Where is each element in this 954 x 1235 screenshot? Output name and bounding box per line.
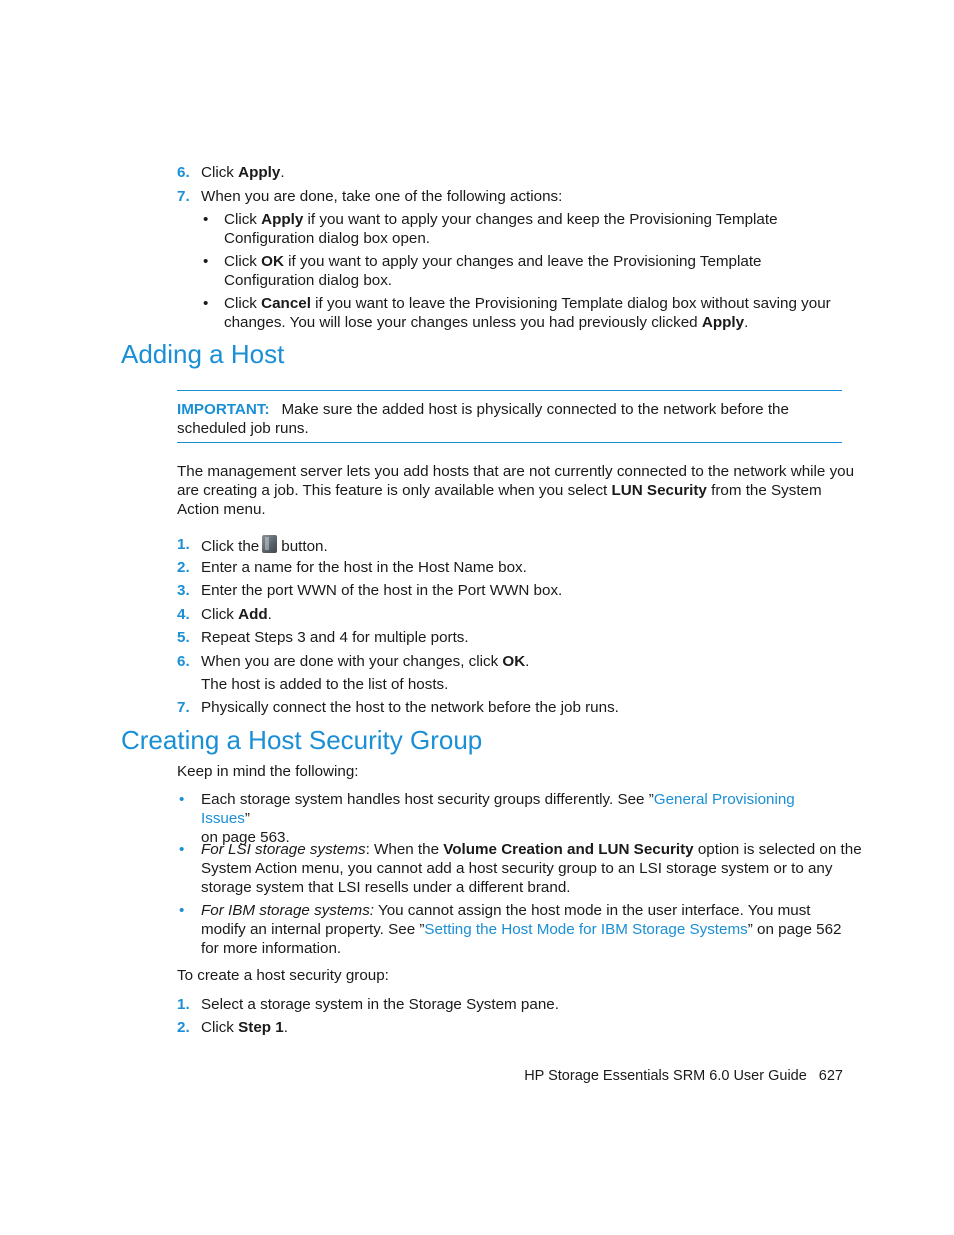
bullet-text: Click Cancel if you want to leave the Provisioning Template dialog box without saving your changes. You will lose your changes unless you had previously clicked Apply. (224, 295, 831, 331)
step-number: 5. (177, 629, 190, 646)
step-number: 6. (177, 653, 190, 670)
step-text: Physically connect the host to the network before the job runs. (201, 699, 619, 716)
step-number: 7. (177, 188, 190, 205)
step-number: 2. (177, 1019, 190, 1036)
step-text: Enter a name for the host in the Host Name box. (201, 559, 527, 576)
page-number: 627 (818, 1068, 843, 1084)
step-text: Click Step 1. (201, 1019, 288, 1036)
bullet-text: Click OK if you want to apply your changes and leave the Provisioning Template Configuration dialog box. (224, 253, 762, 289)
bullet: • (179, 841, 185, 858)
step-number: 4. (177, 606, 190, 623)
step-result: The host is added to the list of hosts. (201, 676, 449, 693)
keep-in-mind: Keep in mind the following: (177, 763, 359, 780)
intro-paragraph: The management server lets you add hosts that are not currently connected to the network while you are creating a job. This feature is only available when you select LUN Security from the System Action menu. (177, 463, 855, 518)
step-text: Click Apply. (201, 164, 285, 181)
step-text: Click the button. (201, 535, 841, 556)
bullet-text: For LSI storage systems: When the Volume Creation and LUN Security option is selected on the System Action menu, you cannot add a host security group to an LSI storage system or to any storage system that LSI resells under a different brand. (201, 841, 862, 896)
link-setting-host-mode-ibm[interactable]: Setting the Host Mode for IBM Storage Systems (424, 921, 748, 938)
step-text: Enter the port WWN of the host in the Port WWN box. (201, 582, 563, 599)
step-number: 6. (177, 164, 190, 181)
bullet: • (179, 791, 185, 808)
important-note: IMPORTANT: Make sure the added host is physically connected to the network before the scheduled job runs. (177, 401, 789, 437)
step-number: 1. (177, 536, 190, 553)
step-text: Click Add. (201, 606, 272, 623)
host-button-icon (262, 535, 277, 553)
step-text: Repeat Steps 3 and 4 for multiple ports. (201, 629, 469, 646)
link-general-provisioning-issues[interactable]: General Provisioning Issues (201, 791, 795, 827)
divider (177, 442, 842, 443)
step-text: Select a storage system in the Storage System pane. (201, 996, 559, 1013)
step-text: When you are done with your changes, click OK. (201, 653, 530, 670)
bullet: • (179, 902, 185, 919)
divider (177, 390, 842, 391)
step-number: 2. (177, 559, 190, 576)
bullet-text: Each storage system handles host security groups differently. See ”General Provisioning Issues” on page 563. (201, 791, 795, 846)
bullet-text: For IBM storage systems: You cannot assign the host mode in the user interface. You must modify an internal property. See ”Setting the Host Mode for IBM Storage Systems” on page 562 for more information. (201, 902, 842, 957)
bullet: • (203, 253, 209, 270)
bullet: • (203, 211, 209, 228)
section-heading-creating-host-security-group: Creating a Host Security Group (121, 725, 483, 755)
bullet: • (203, 295, 209, 312)
to-create-intro: To create a host security group: (177, 967, 389, 984)
step-number: 3. (177, 582, 190, 599)
step-number: 7. (177, 699, 190, 716)
page-footer (524, 1067, 843, 1086)
step-number: 1. (177, 996, 190, 1013)
footer-title: HP Storage Essentials SRM 6.0 User Guide (524, 1068, 807, 1084)
step-text: When you are done, take one of the following actions: (201, 188, 563, 205)
bullet-text: Click Apply if you want to apply your changes and keep the Provisioning Template Configuration dialog box open. (224, 211, 778, 247)
section-heading-adding-a-host: Adding a Host (121, 339, 285, 369)
